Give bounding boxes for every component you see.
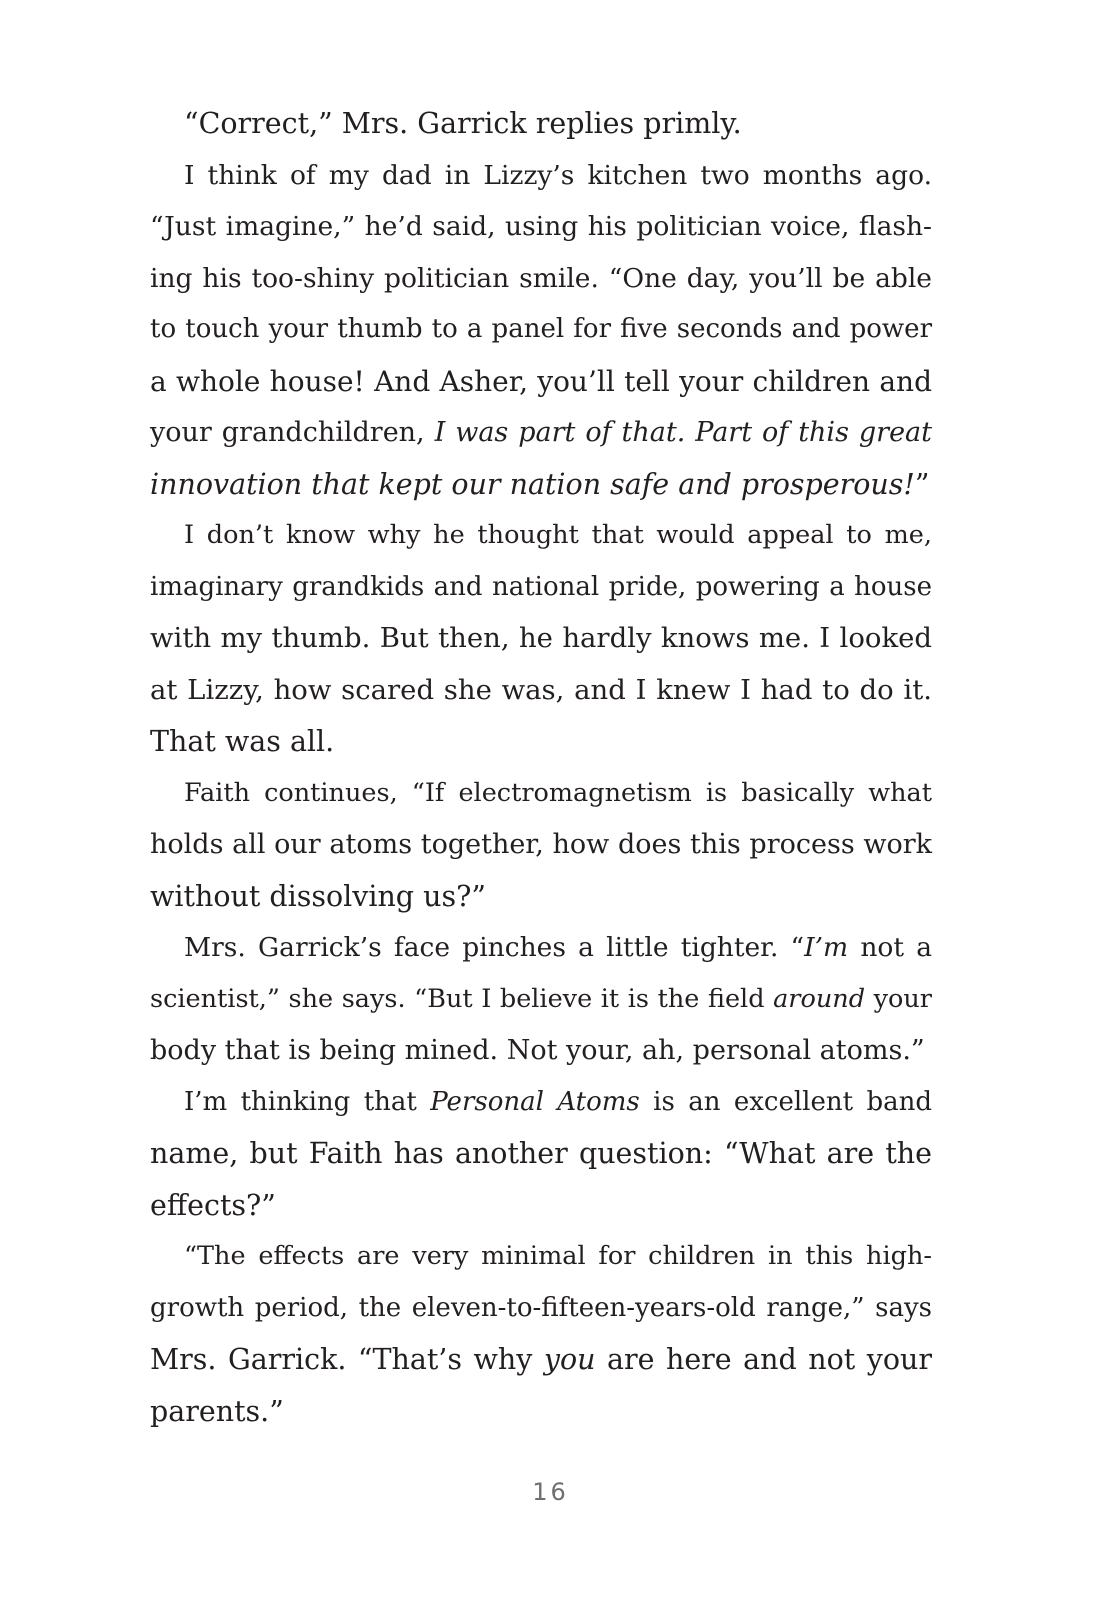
text-run: I’m thinking that xyxy=(184,1086,431,1117)
text-line: holds all our atoms together, how does this process work xyxy=(150,829,932,860)
italic-text: I was part of that. Part of this great xyxy=(434,417,932,448)
text-line: with my thumb. But then, he hardly knows me. I looked xyxy=(150,622,932,654)
paragraph-7 xyxy=(150,1231,932,1437)
text-run: is an excellent band xyxy=(639,1086,932,1117)
text-line: effects?” xyxy=(150,1188,276,1222)
paragraph-2 xyxy=(150,150,932,511)
paragraph-4 xyxy=(150,768,932,923)
text-line xyxy=(150,922,932,974)
text-line: That was all. xyxy=(150,725,335,758)
text-line: a whole house! And Asher, you’ll tell your children and xyxy=(150,364,932,398)
text-line xyxy=(150,974,932,1026)
text-line: to touch your thumb to a panel for five seconds and power xyxy=(150,314,932,344)
text-line: ing his too-shiny politician smile. “One day, you’ll be able xyxy=(150,262,932,294)
text-line: “Just imagine,” he’d said, using his politician voice, flash- xyxy=(150,211,932,242)
italic-text: around xyxy=(773,983,866,1014)
text-line xyxy=(150,407,932,459)
text-line: I don’t know why he thought that would appeal to me, xyxy=(184,520,932,550)
text-run: ” xyxy=(914,467,930,501)
text-line: I think of my dad in Lizzy’s kitchen two months ago. xyxy=(184,159,932,191)
text-line: “Correct,” Mrs. Garrick replies primly. xyxy=(184,107,742,140)
text-run: not a xyxy=(848,932,932,963)
text-line: name, but Faith has another question: “What are the xyxy=(150,1137,932,1170)
text-run: scientist,” she says. “But I believe it is the field xyxy=(150,983,774,1014)
paragraph-6 xyxy=(150,1077,932,1232)
italic-text: innovation that kept our nation safe and prosperous! xyxy=(150,467,915,501)
text-line: growth period, the eleven-to-fifteen-years-old range,” says xyxy=(150,1292,932,1323)
text-run: your grandchildren, xyxy=(150,417,435,448)
text-line: imaginary grandkids and national pride, powering a house xyxy=(150,571,932,602)
text-line xyxy=(150,459,932,511)
italic-text: I’m xyxy=(804,932,849,963)
text-line xyxy=(150,1077,932,1129)
body-text xyxy=(150,98,932,1437)
text-line: at Lizzy, how scared she was, and I knew I had to do it. xyxy=(150,673,932,706)
page-number: 16 xyxy=(532,1478,569,1506)
text-run: Mrs. Garrick’s face pinches a little tighter. “ xyxy=(184,932,805,963)
text-line: Faith continues, “If electromagnetism is basically what xyxy=(184,777,932,808)
paragraph-3 xyxy=(150,510,932,768)
italic-text: Personal Atoms xyxy=(430,1086,640,1117)
text-run: are here and not your xyxy=(595,1343,932,1376)
paragraph-1 xyxy=(150,98,932,150)
italic-text: you xyxy=(543,1343,596,1376)
paragraph-5 xyxy=(150,922,932,1077)
text-run: Mrs. Garrick. “That’s why xyxy=(150,1343,544,1376)
text-line: body that is being mined. Not your, ah, personal atoms.” xyxy=(150,1035,925,1066)
text-line: “The effects are very minimal for children in this high- xyxy=(184,1241,932,1271)
text-line: parents.” xyxy=(150,1394,284,1428)
text-line xyxy=(150,1334,932,1386)
text-line: without dissolving us?” xyxy=(150,879,486,913)
text-run: your xyxy=(865,983,932,1014)
